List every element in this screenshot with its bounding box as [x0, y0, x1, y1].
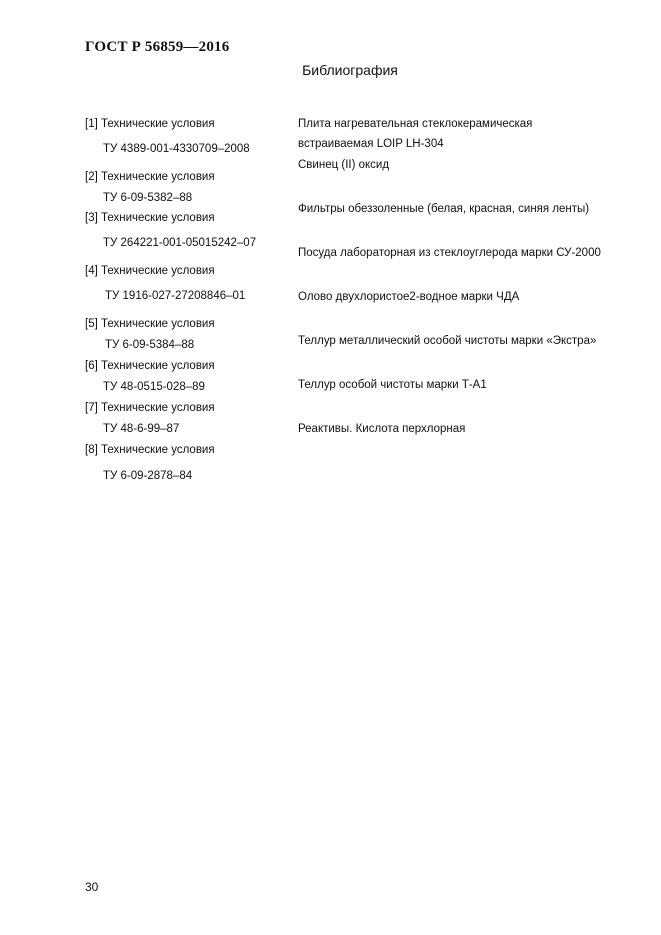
- ref-7-label: [7] Технические условия: [85, 402, 215, 414]
- ref-3-code: ТУ 264221-001-05015242–07: [103, 237, 257, 249]
- ref-4-desc: Олово двухлористое2-водное марки ЧДА: [298, 291, 520, 303]
- ref-5-label: [5] Технические условия: [85, 318, 215, 330]
- ref-8-code: ТУ 6-09-2878–84: [103, 470, 193, 482]
- ref-1-desc: Плита нагревательная стеклокерамическая: [298, 118, 533, 130]
- ref-2-code: ТУ 6-09-5382–88: [103, 192, 193, 204]
- ref-2-label: [2] Технические условия: [85, 171, 215, 183]
- ref-3-desc-line2: Посуда лабораторная из стеклоуглерода марки СУ-2000: [298, 247, 601, 259]
- ref-5-desc: Теллур металлический особой чистоты марки «Экстра»: [298, 335, 597, 347]
- ref-4-label: [4] Технические условия: [85, 265, 215, 277]
- ref-3-label: [3] Технические условия: [85, 212, 215, 224]
- document-header: ГОСТ Р 56859—2016: [85, 39, 230, 55]
- ref-6-desc: Теллур особой чистоты марки Т-А1: [298, 379, 487, 391]
- ref-3-desc: Фильтры обеззоленные (белая, красная, синяя ленты): [298, 203, 590, 215]
- ref-8-label: [8] Технические условия: [85, 444, 215, 456]
- ref-2-desc: Свинец (II) оксид: [298, 159, 390, 171]
- ref-4-code: ТУ 1916-027-27208846–01: [105, 290, 246, 302]
- ref-1-desc-line2: встраиваемая LOIP LH-304: [298, 138, 444, 150]
- ref-1-label: [1] Технические условия: [85, 118, 215, 130]
- ref-1-code: ТУ 4389-001-4330709–2008: [103, 143, 250, 155]
- ref-6-label: [6] Технические условия: [85, 360, 215, 372]
- ref-7-code: ТУ 48-6-99–87: [103, 423, 180, 435]
- ref-5-code: ТУ 6-09-5384–88: [105, 339, 195, 351]
- ref-6-code: ТУ 48-0515-028–89: [103, 381, 205, 393]
- page-title: Библиография: [302, 62, 398, 78]
- ref-7-desc: Реактивы. Кислота перхлорная: [298, 423, 466, 435]
- page-number: 30: [85, 880, 99, 894]
